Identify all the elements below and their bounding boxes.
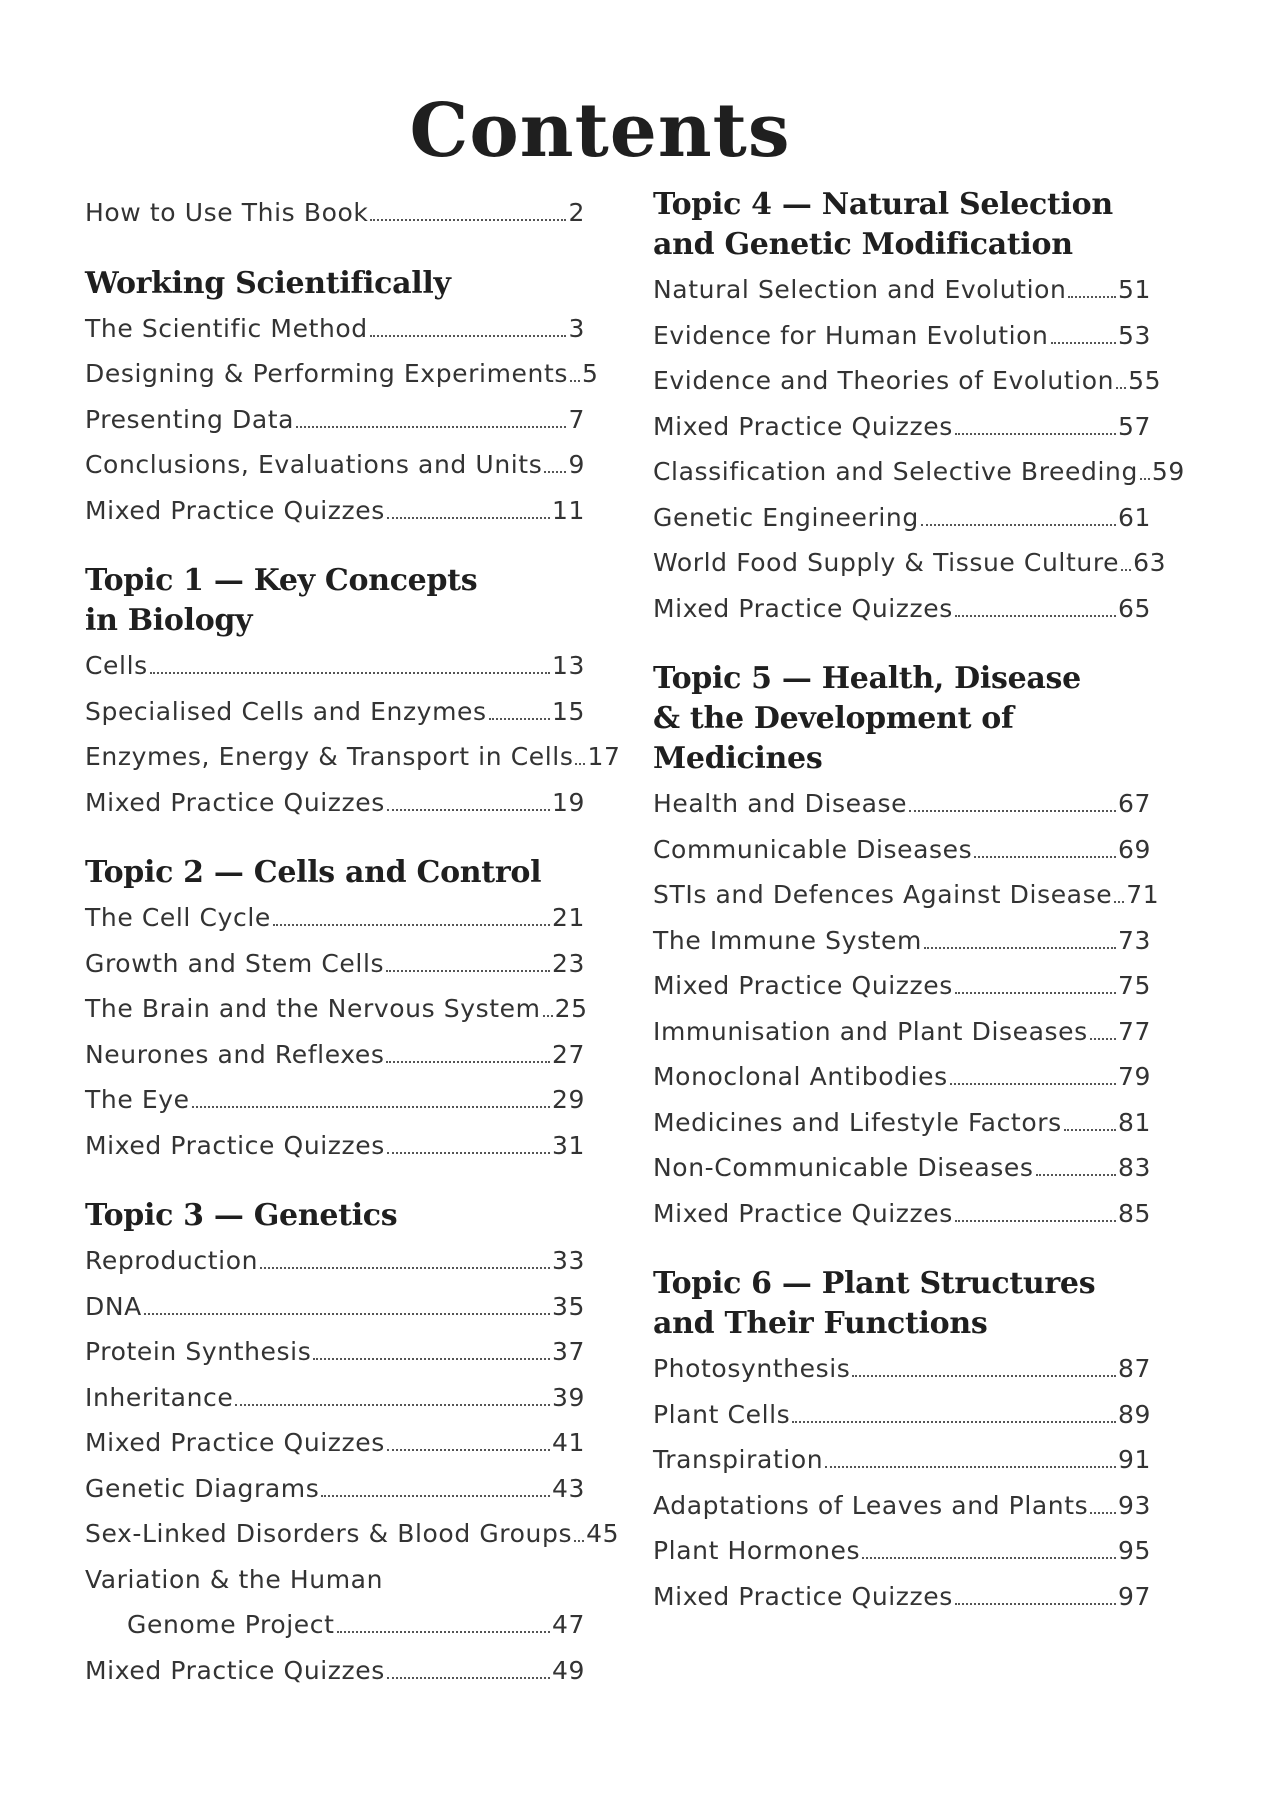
entry-title: Neurones and Reflexes <box>85 1039 385 1069</box>
page-number: 81 <box>1117 1107 1151 1137</box>
section-heading: Topic 3 — Genetics <box>85 1198 398 1233</box>
toc-entry[interactable] <box>85 492 585 538</box>
page-number: 85 <box>1117 1198 1151 1228</box>
toc-entry[interactable] <box>85 310 585 356</box>
dot-leader <box>387 1152 550 1154</box>
page-number: 25 <box>554 994 588 1023</box>
toc-entry[interactable] <box>653 1149 1151 1195</box>
toc-entry[interactable] <box>653 1058 1151 1104</box>
toc-section <box>653 185 1185 635</box>
entry-title: Plant Hormones <box>653 1536 861 1565</box>
entry-title: Mixed Practice Quizzes <box>85 787 385 817</box>
toc-entry[interactable] <box>653 785 1151 831</box>
entry-title: Inheritance <box>85 1382 234 1412</box>
page-number: 95 <box>1117 1536 1151 1565</box>
toc-entry[interactable] <box>653 967 1151 1013</box>
entry-title: Natural Selection and Evolution <box>653 275 1067 304</box>
dot-leader <box>1090 1038 1116 1040</box>
page-number: 57 <box>1117 411 1151 441</box>
entry-title: Evidence and Theories of Evolution <box>653 366 1115 395</box>
entry-title: The Eye <box>85 1085 190 1114</box>
dot-leader <box>370 219 566 221</box>
toc-entry[interactable] <box>653 1396 1151 1442</box>
entry-title: Non-Communicable Diseases <box>653 1153 1034 1182</box>
entry-title: Specialised Cells and Enzymes <box>85 696 487 726</box>
page-number: 41 <box>551 1428 585 1457</box>
toc-entry[interactable] <box>653 590 1151 636</box>
dot-leader <box>235 1404 550 1406</box>
page-number: 29 <box>551 1085 585 1114</box>
dot-leader <box>544 471 566 473</box>
section-heading: Topic 1 — Key Concepts in Biology <box>85 563 478 638</box>
section-heading: Topic 5 — Health, Disease & the Development of Medicines <box>653 661 1081 776</box>
page-number: 35 <box>551 1291 585 1321</box>
dot-leader <box>921 524 1116 526</box>
page-number: 97 <box>1117 1581 1151 1611</box>
dot-leader <box>955 1220 1116 1222</box>
page-number: 59 <box>1151 457 1185 486</box>
page-number: 73 <box>1117 925 1151 955</box>
dot-leader <box>260 1267 550 1269</box>
page-number: 47 <box>551 1610 585 1639</box>
dot-leader <box>150 672 550 674</box>
page-number: 67 <box>1117 789 1151 818</box>
page-number: 17 <box>587 742 621 771</box>
entry-title: STIs and Defences Against Disease <box>653 880 1113 909</box>
dot-leader <box>1121 569 1131 571</box>
entry-title: The Brain and the Nervous System <box>85 994 541 1023</box>
toc-entry[interactable] <box>85 1127 585 1173</box>
page-number: 27 <box>551 1039 585 1069</box>
page-number: 83 <box>1117 1153 1151 1182</box>
toc-entry[interactable] <box>85 1424 585 1470</box>
toc-entry[interactable] <box>653 922 1151 968</box>
toc-entry[interactable] <box>653 876 1160 922</box>
entry-title: Evidence for Human Evolution <box>653 320 1049 350</box>
page-number: 9 <box>568 450 585 479</box>
dot-leader <box>955 1603 1116 1605</box>
entry-title: DNA <box>85 1291 142 1321</box>
page-number: 51 <box>1117 275 1151 304</box>
toc-entry[interactable] <box>653 362 1162 408</box>
entry-title: Medicines and Lifestyle Factors <box>653 1107 1062 1137</box>
toc-entry[interactable] <box>653 317 1151 363</box>
toc-entry[interactable] <box>653 499 1151 545</box>
page-number: 31 <box>551 1130 585 1160</box>
page-number: 79 <box>1117 1062 1151 1091</box>
dot-leader <box>370 335 567 337</box>
entry-title: Adaptations of Leaves and Plants <box>653 1490 1089 1520</box>
page-number: 91 <box>1117 1445 1151 1474</box>
entry-title: How to Use This Book <box>85 198 369 227</box>
page-number: 61 <box>1117 502 1151 532</box>
toc-entry[interactable] <box>653 408 1151 454</box>
toc-entry[interactable] <box>85 693 585 739</box>
entry-title: Mixed Practice Quizzes <box>653 593 953 623</box>
dot-leader <box>924 947 1116 949</box>
page-number: 89 <box>1117 1399 1151 1429</box>
dot-leader <box>574 1540 584 1542</box>
dot-leader <box>321 1495 550 1497</box>
entry-title: The Cell Cycle <box>85 903 271 932</box>
entry-title: The Scientific Method <box>85 313 368 343</box>
entry-title: Mixed Practice Quizzes <box>85 495 385 525</box>
toc-entry[interactable] <box>653 1487 1151 1533</box>
toc-entry[interactable] <box>85 1515 620 1561</box>
toc-entry[interactable] <box>85 1652 585 1698</box>
dot-leader <box>387 809 550 811</box>
page-number: 13 <box>551 651 585 680</box>
entry-title: Mixed Practice Quizzes <box>653 971 953 1000</box>
entry-title: Cells <box>85 651 148 680</box>
toc-entry[interactable] <box>85 1333 585 1379</box>
dot-leader <box>575 763 585 765</box>
page-number: 69 <box>1117 834 1151 864</box>
dot-leader <box>825 1466 1116 1468</box>
toc-entry[interactable] <box>85 446 585 492</box>
page-number: 87 <box>1117 1354 1151 1383</box>
toc-entry[interactable] <box>653 544 1167 590</box>
section-heading: Topic 2 — Cells and Control <box>85 855 542 890</box>
toc-entry[interactable] <box>85 1379 585 1425</box>
page-number: 65 <box>1117 593 1151 623</box>
page-number: 71 <box>1126 880 1160 909</box>
page-number: 53 <box>1117 320 1151 350</box>
dot-leader <box>862 1557 1116 1559</box>
dot-leader <box>273 924 550 926</box>
dot-leader <box>386 1061 550 1063</box>
toc-entry[interactable] <box>85 784 585 830</box>
dot-leader <box>386 970 550 972</box>
page-number: 15 <box>551 696 585 726</box>
toc-entry[interactable] <box>653 831 1151 877</box>
page-number: 21 <box>551 903 585 932</box>
dot-leader <box>1114 901 1124 903</box>
toc-entry[interactable] <box>653 1441 1151 1487</box>
intro-section <box>85 194 585 240</box>
dot-leader <box>313 1358 550 1360</box>
toc-entry[interactable] <box>653 1578 1151 1624</box>
toc-section <box>653 659 1160 1240</box>
entry-title: Mixed Practice Quizzes <box>85 1428 385 1457</box>
toc-entry[interactable] <box>85 1470 585 1516</box>
entry-title: The Immune System <box>653 925 922 955</box>
toc-entry[interactable] <box>85 1242 585 1288</box>
page-number: 2 <box>568 198 585 227</box>
toc-entry[interactable] <box>85 647 585 693</box>
toc-entry[interactable] <box>85 355 599 401</box>
dot-leader <box>1036 1174 1116 1176</box>
page-number: 93 <box>1117 1490 1151 1520</box>
dot-leader <box>489 718 550 720</box>
dot-leader <box>1116 387 1126 389</box>
entry-title: Presenting Data <box>85 404 295 434</box>
page-number: 75 <box>1117 971 1151 1000</box>
entry-title: Immunisation and Plant Diseases <box>653 1016 1088 1046</box>
toc-entry[interactable] <box>85 194 585 240</box>
dot-leader <box>1090 1512 1116 1514</box>
entry-title: Mixed Practice Quizzes <box>85 1130 385 1160</box>
dot-leader <box>387 517 550 519</box>
section-heading: Topic 6 — Plant Structures and Their Functions <box>653 1266 1096 1341</box>
entry-title: World Food Supply & Tissue Culture <box>653 548 1120 577</box>
toc-entry[interactable] <box>85 1081 585 1127</box>
dot-leader <box>1140 478 1150 480</box>
dot-leader <box>570 380 580 382</box>
section-heading: Working Scientifically <box>85 265 451 301</box>
entry-title: Mixed Practice Quizzes <box>653 1198 953 1228</box>
dot-leader <box>852 1375 1116 1377</box>
toc-section <box>653 1264 1151 1623</box>
dot-leader <box>909 810 1116 812</box>
toc-section <box>85 561 621 829</box>
toc-entry[interactable] <box>653 1195 1151 1241</box>
dot-leader <box>387 1677 550 1679</box>
dot-leader <box>387 1449 550 1451</box>
toc-entry[interactable] <box>653 1532 1151 1578</box>
toc-entry[interactable] <box>653 271 1151 317</box>
dot-leader <box>1051 342 1116 344</box>
toc-entry[interactable] <box>653 453 1185 499</box>
toc-entry[interactable] <box>85 899 585 945</box>
entry-title: Genetic Engineering <box>653 502 919 532</box>
toc-section <box>85 853 588 1172</box>
page-number: 7 <box>568 404 585 434</box>
dot-leader <box>1064 1129 1116 1131</box>
toc-entry[interactable] <box>85 401 585 447</box>
toc-section <box>85 264 599 538</box>
entry-title: Mixed Practice Quizzes <box>85 1655 385 1685</box>
dot-leader <box>192 1106 550 1108</box>
page-number: 45 <box>586 1519 620 1548</box>
entry-title-continued: Genome Project <box>127 1610 335 1639</box>
page-number: 11 <box>551 495 585 525</box>
dot-leader <box>792 1421 1116 1423</box>
page-number: 19 <box>551 787 585 817</box>
entry-title: Health and Disease <box>653 789 908 818</box>
entry-title: Conclusions, Evaluations and Units <box>85 450 543 479</box>
page-title: Contents <box>409 88 791 174</box>
page-number: 55 <box>1128 366 1162 395</box>
page-number: 5 <box>581 359 599 388</box>
entry-title: Transpiration <box>653 1445 824 1474</box>
page-number: 49 <box>551 1655 585 1685</box>
left-column <box>85 194 621 1721</box>
entry-title: Reproduction <box>85 1246 259 1275</box>
entry-title: Protein Synthesis <box>85 1337 312 1366</box>
entry-title: Variation & the Human <box>85 1564 384 1594</box>
page-number: 23 <box>551 948 585 978</box>
dot-leader <box>1068 296 1116 298</box>
page-number: 77 <box>1117 1016 1151 1046</box>
entry-title: Monoclonal Antibodies <box>653 1062 948 1091</box>
dot-leader <box>543 1015 553 1017</box>
entry-title: Mixed Practice Quizzes <box>653 411 953 441</box>
entry-title: Sex-Linked Disorders & Blood Groups <box>85 1519 573 1548</box>
toc-entry[interactable] <box>653 1013 1151 1059</box>
page-number: 43 <box>551 1473 585 1503</box>
page-number: 63 <box>1133 548 1167 577</box>
entry-title: Classification and Selective Breeding <box>653 457 1138 486</box>
page-number: 33 <box>551 1246 585 1275</box>
page-number: 37 <box>551 1337 585 1366</box>
page-number: 39 <box>551 1382 585 1412</box>
toc-section <box>85 1196 620 1697</box>
dot-leader <box>955 433 1116 435</box>
page-number: 3 <box>568 313 585 343</box>
entry-title: Mixed Practice Quizzes <box>653 1581 953 1611</box>
toc-entry[interactable] <box>653 1104 1151 1150</box>
dot-leader <box>950 1083 1116 1085</box>
dot-leader <box>337 1631 550 1633</box>
dot-leader <box>955 992 1116 994</box>
toc-entry[interactable] <box>85 738 621 784</box>
right-column <box>653 185 1185 1647</box>
entry-title: Photosynthesis <box>653 1354 851 1383</box>
toc-entry[interactable] <box>85 990 588 1036</box>
dot-leader <box>296 426 566 428</box>
entry-title: Communicable Diseases <box>653 834 973 864</box>
entry-title: Enzymes, Energy & Transport in Cells <box>85 742 574 771</box>
toc-entry[interactable] <box>85 1288 585 1334</box>
toc-entry[interactable] <box>85 945 585 991</box>
dot-leader <box>144 1313 550 1315</box>
dot-leader <box>955 615 1116 617</box>
entry-title: Genetic Diagrams <box>85 1473 320 1503</box>
entry-title: Designing & Performing Experiments <box>85 359 568 388</box>
toc-entry[interactable] <box>85 1561 585 1607</box>
toc-entry[interactable] <box>85 1036 585 1082</box>
toc-entry-continuation[interactable] <box>85 1606 585 1652</box>
entry-title: Growth and Stem Cells <box>85 948 385 978</box>
dot-leader <box>974 856 1116 858</box>
section-heading: Topic 4 — Natural Selection and Genetic Modification <box>653 187 1113 262</box>
entry-title: Plant Cells <box>653 1399 791 1429</box>
toc-entry[interactable] <box>653 1350 1151 1396</box>
